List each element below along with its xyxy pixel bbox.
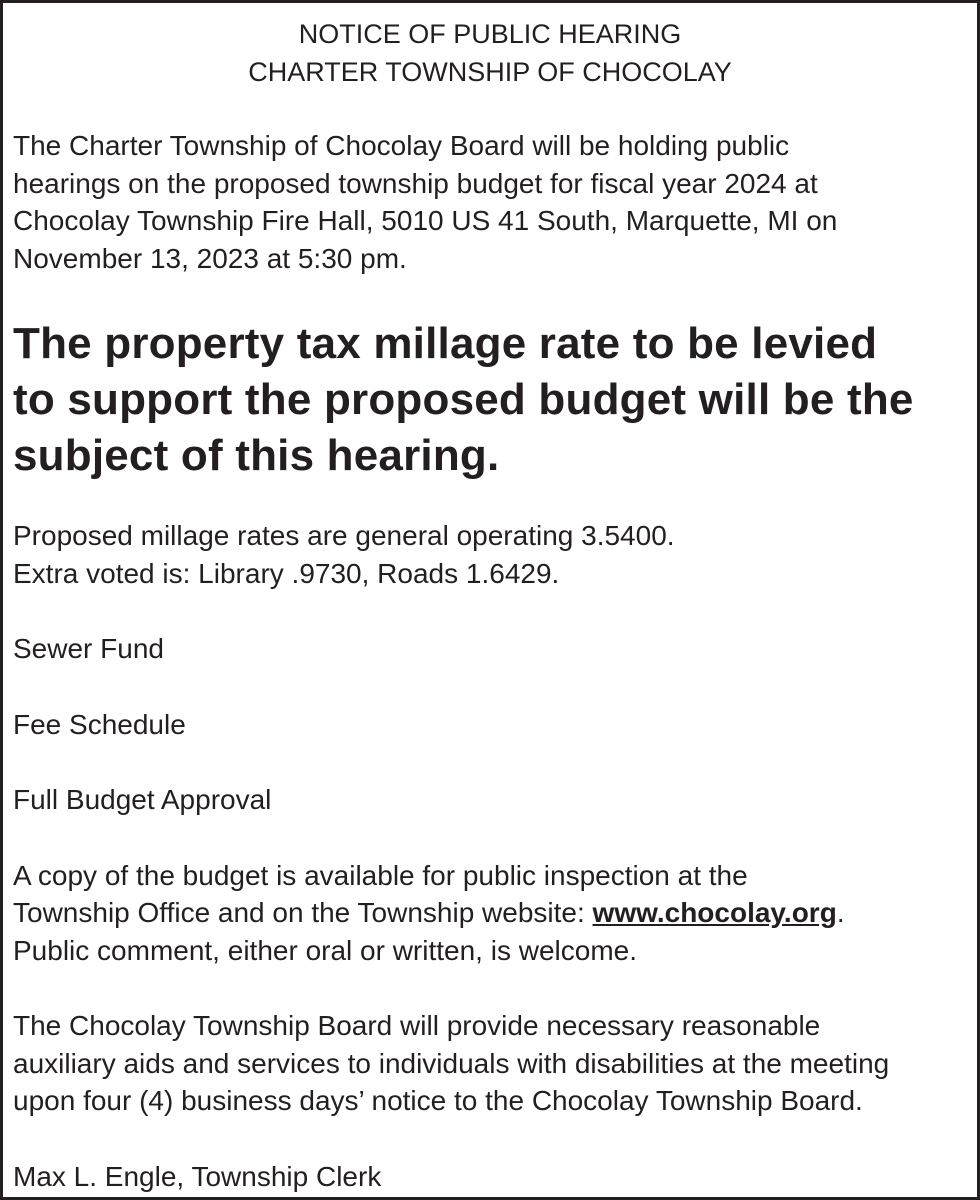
public-comment-line: Public comment, either oral or written, is welcome. [13,934,637,966]
accessibility-paragraph [13,1007,967,1120]
township-website-link[interactable]: www.chocolay.org [592,897,837,928]
millage-rates [13,517,967,592]
notice-header [13,13,967,91]
accessibility-line: upon four (4) business days’ notice to the Chocolay Township Board. [13,1085,863,1116]
headline-line: to support the proposed budget will be the [13,375,914,424]
intro-line: November 13, 2023 at 5:30 pm. [13,242,407,274]
notice-title: NOTICE OF PUBLIC HEARING [298,19,682,49]
intro-line: Chocolay Township Fire Hall, 5010 US 41 South, Marquette, MI on [13,205,838,236]
item-sewer-fund: Sewer Fund [13,633,164,664]
intro-paragraph [13,127,967,277]
township-name: CHARTER TOWNSHIP OF CHOCOLAY [248,57,732,87]
copy-line: A copy of the budget is available for public inspection at the [13,859,748,891]
budget-copy-paragraph [13,857,967,970]
copy-line-suffix: . [836,897,845,928]
accessibility-line: auxiliary aids and services to individuals with disabilities at the meeting [13,1047,890,1079]
clerk-signature: Max L. Engle, Township Clerk [13,1160,382,1192]
accessibility-line: The Chocolay Township Board will provide necessary reasonable [13,1010,821,1041]
headline-line: subject of this hearing. [13,431,500,480]
copy-line-prefix: Township Office and on the Township website: [13,897,593,928]
item-fee-schedule: Fee Schedule [13,708,186,740]
intro-line: The Charter Township of Chocolay Board will be holding public [13,130,790,161]
item-full-budget-approval: Full Budget Approval [13,784,272,815]
extra-voted-rates: Extra voted is: Library .9730, Roads 1.6429. [13,557,560,589]
headline-line: The property tax millage rate to be levied [13,319,878,368]
general-operating-rate: Proposed millage rates are general operating 3.5400. [13,520,675,551]
intro-line: hearings on the proposed township budget for fiscal year 2024 at [13,167,818,199]
headline-statement [13,316,967,484]
